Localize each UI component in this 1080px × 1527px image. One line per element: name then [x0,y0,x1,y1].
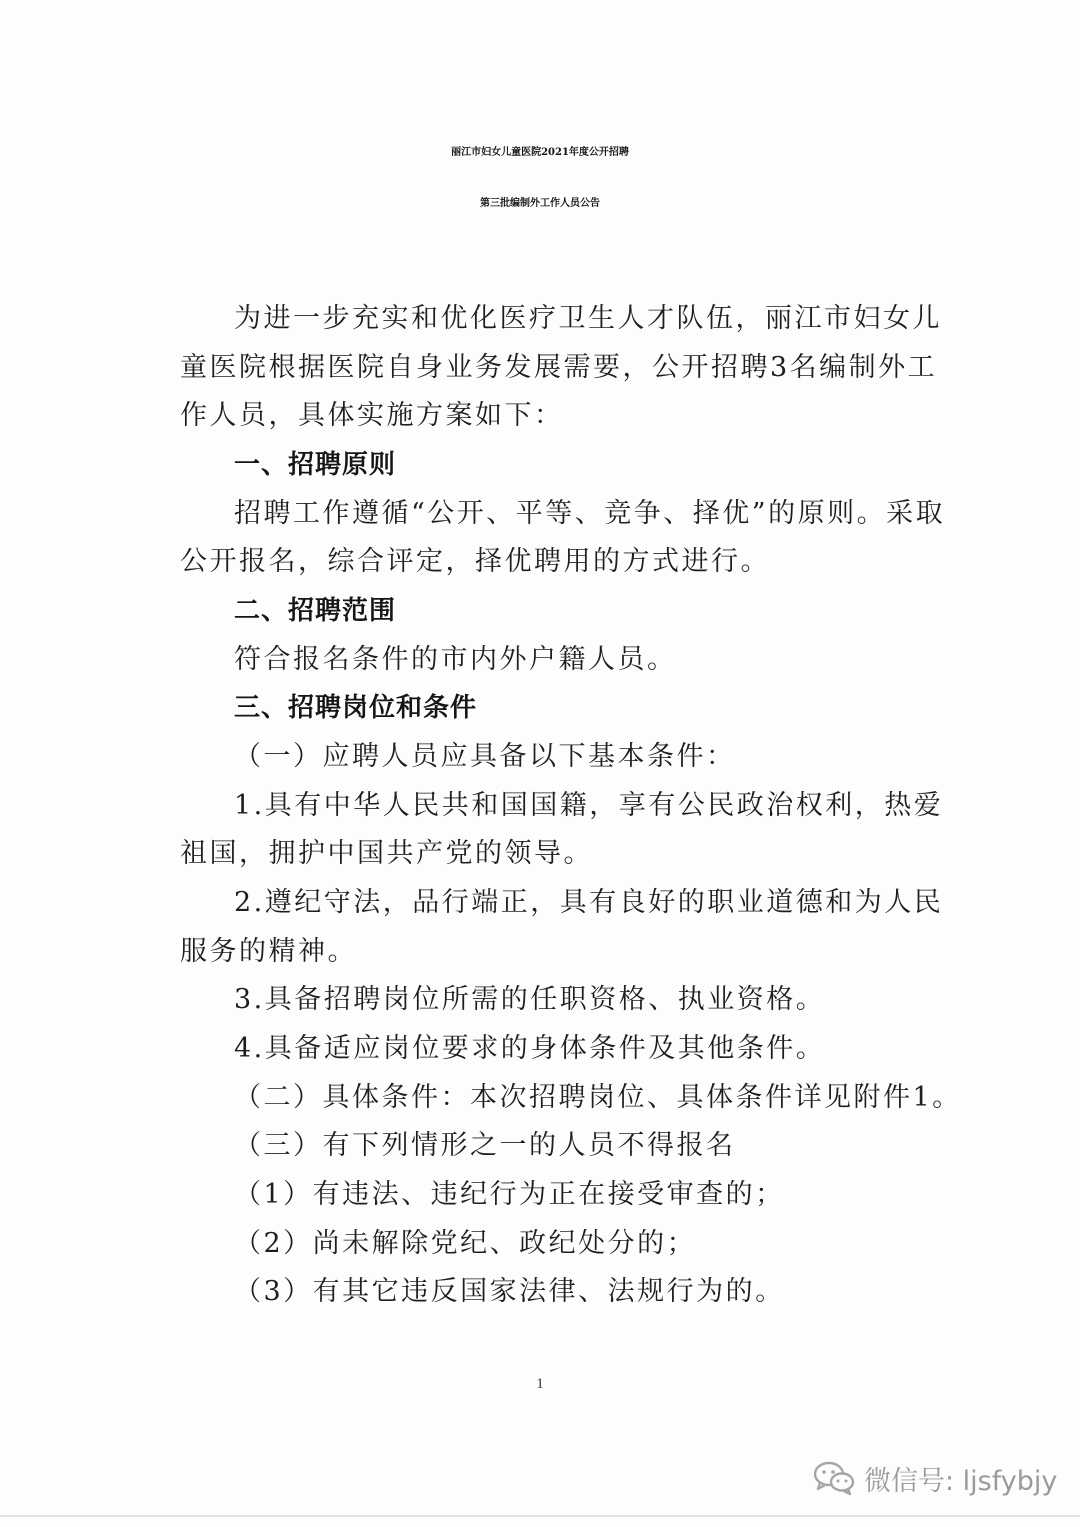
subheading-specific-conditions: （二）具体条件：本次招聘岗位、具体条件详见附件1。 [234,1082,962,1113]
paragraph-principle-line-2: 公开报名，综合评定，择优聘用的方式进行。 [180,546,770,577]
paragraph-intro-line-1: 为进一步充实和优化医疗卫生人才队伍，丽江市妇女儿 [234,303,942,334]
watermark-text: 微信号: ljsfybjy [864,1465,1058,1497]
condition-1-line-1: 1.具有中华人民共和国国籍，享有公民政治权利，热爱 [234,790,944,821]
page-number: 1 [536,1376,544,1392]
subheading-exclusions: （三）有下列情形之一的人员不得报名 [234,1130,736,1161]
condition-1-line-2: 祖国，拥护中国共产党的领导。 [180,838,593,869]
paragraph-intro-line-2: 童医院根据医院自身业务发展需要，公开招聘3名编制外工 [180,352,938,383]
wechat-icon [812,1460,856,1496]
section-heading-scope: 二、招聘范围 [234,596,397,626]
document-title-line-2: 第三批编制外工作人员公告 [480,198,600,209]
exclusion-1: （1）有违法、违纪行为正在接受审查的； [234,1179,785,1210]
subheading-basic-conditions: （一）应聘人员应具备以下基本条件： [234,741,736,772]
exclusion-2: （2）尚未解除党纪、政纪处分的； [234,1228,697,1259]
document-title-line-1: 丽江市妇女儿童医院2021年度公开招聘 [451,147,629,158]
section-heading-positions: 三、招聘岗位和条件 [234,693,478,723]
condition-2-line-2: 服务的精神。 [180,936,357,967]
section-heading-principle: 一、招聘原则 [234,450,397,480]
paragraph-intro-line-3: 作人员，具体实施方案如下： [180,400,564,431]
condition-4: 4.具备适应岗位要求的身体条件及其他条件。 [234,1033,826,1064]
exclusion-3: （3）有其它违反国家法律、法规行为的。 [234,1276,785,1307]
condition-3: 3.具备招聘岗位所需的任职资格、执业资格。 [234,984,826,1015]
paragraph-scope: 符合报名条件的市内外户籍人员。 [234,644,677,675]
bottom-divider [0,1515,1080,1517]
wechat-watermark [812,1458,1057,1498]
condition-2-line-1: 2.遵纪守法，品行端正，具有良好的职业道德和为人民 [234,887,944,918]
paragraph-principle-line-1: 招聘工作遵循“公开、平等、竞争、择优”的原则。采取 [234,498,946,529]
